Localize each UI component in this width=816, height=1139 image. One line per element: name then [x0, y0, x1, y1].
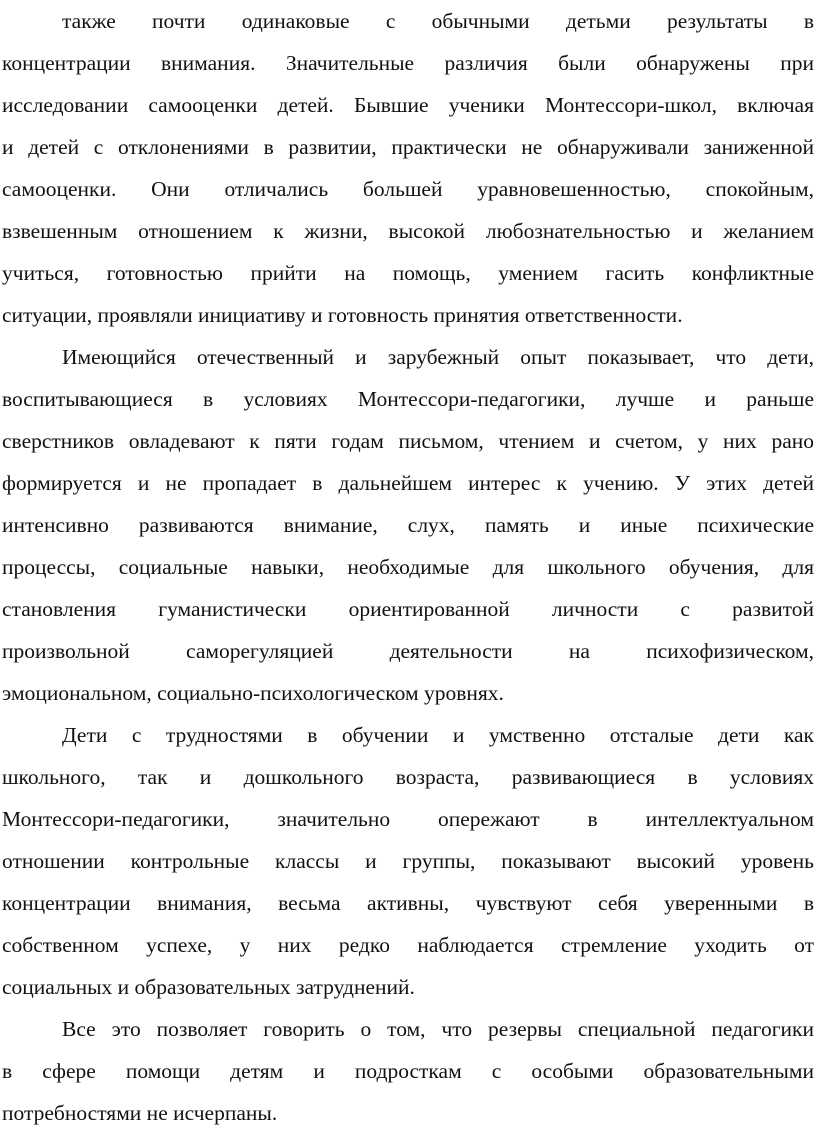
text-line: и детей с отклонениями в развитии, практически не обнаруживали заниженной [2, 135, 814, 159]
text-line: ситуации, проявляли инициативу и готовность принятия ответственности. [2, 303, 683, 327]
text-line: концентрации внимания, весьма активны, чувствуют себя уверенными в [2, 891, 814, 915]
text-line: концентрации внимания. Значительные различия были обнаружены при [2, 51, 814, 75]
text-line: взвешенным отношением к жизни, высокой любознательностью и желанием [2, 219, 814, 243]
text-line: процессы, социальные навыки, необходимые для школьного обучения, для [2, 555, 814, 579]
text-line: также почти одинаковые с обычными детьми результаты в [62, 9, 814, 33]
text-line: формируется и не пропадает в дальнейшем интерес к учению. У этих детей [2, 471, 814, 495]
text-line: интенсивно развиваются внимание, слух, память и иные психические [2, 513, 814, 537]
text-line: воспитывающиеся в условиях Монтессори-педагогики, лучше и раньше [2, 387, 814, 411]
text-line: социальных и образовательных затруднений. [2, 975, 415, 999]
text-line: Монтессори-педагогики, значительно опережают в интеллектуальном [2, 807, 814, 831]
text-line: потребностями не исчерпаны. [2, 1101, 278, 1125]
text-line: в сфере помощи детям и подросткам с особыми образовательными [2, 1059, 814, 1083]
text-line: школьного, так и дошкольного возраста, развивающиеся в условиях [2, 765, 814, 789]
text-line: Все это позволяет говорить о том, что резервы специальной педагогики [62, 1017, 814, 1041]
text-line: произвольной саморегуляцией деятельности на психофизическом, [2, 639, 814, 663]
text-line: сверстников овладевают к пяти годам письмом, чтением и счетом, у них рано [2, 429, 814, 453]
text-line: учиться, готовностью прийти на помощь, умением гасить конфликтные [2, 261, 814, 285]
text-line: становления гуманистически ориентированной личности с развитой [2, 597, 814, 621]
text-line: Имеющийся отечественный и зарубежный опыт показывает, что дети, [62, 345, 814, 369]
text-line: эмоциональном, социально-психологическом уровнях. [2, 681, 504, 705]
text-line: отношении контрольные классы и группы, показывают высокий уровень [2, 849, 814, 873]
text-line: самооценки. Они отличались большей уравновешенностью, спокойным, [2, 177, 814, 201]
text-line: Дети с трудностями в обучении и умственно отсталые дети как [62, 723, 814, 747]
text-line: исследовании самооценки детей. Бывшие ученики Монтессори-школ, включая [2, 93, 814, 117]
text-line: собственном успехе, у них редко наблюдается стремление уходить от [2, 933, 814, 957]
